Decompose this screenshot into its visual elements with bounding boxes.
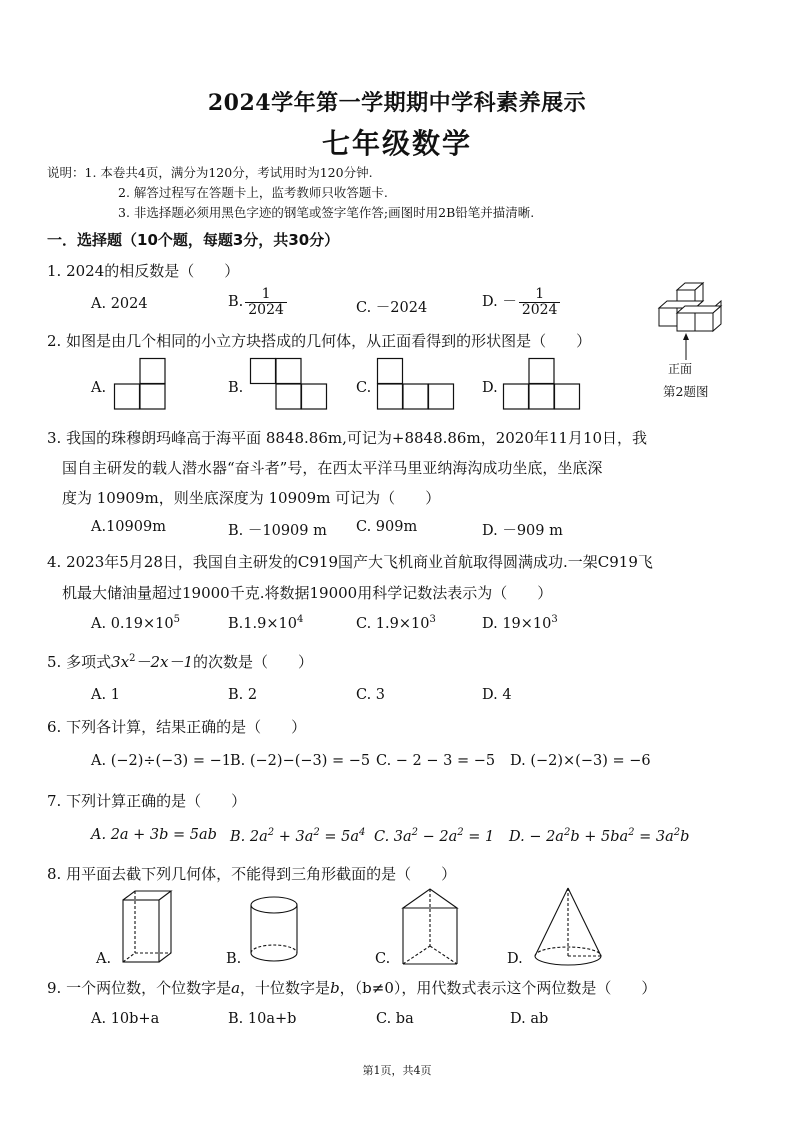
q3-option-a: A.10909m (91, 519, 166, 535)
q6-stem: 6. 下列各计算，结果正确的是（ ） (47, 718, 307, 736)
q1-option-c: C. －2024 (356, 300, 428, 316)
q8-option-a: A. (96, 951, 112, 967)
q2-option-d-figure (503, 358, 581, 410)
q7-option-b: B. $2a^2 + 3a^2 = 5a^4$ (230, 827, 366, 845)
q2-option-d: D. (482, 380, 498, 396)
q8-prism-figure (120, 888, 176, 968)
q5-option-b: B. 2 (228, 687, 258, 703)
q3-line-1: 3. 我国的珠穆朗玛峰高于海平面 8848.86m,可记为+8848.86m，2020年11月10日，我 (47, 429, 648, 447)
q2-option-c-figure (377, 358, 455, 410)
q7-stem: 7. 下列计算正确的是（ ） (47, 792, 247, 810)
note-3: 3. 非选择题必须用黑色字迹的钢笔或签字笔作答;画图时用2B铅笔并描清晰. (118, 205, 535, 220)
q3-line-3: 度为 10909m，则坐底深度为 10909m 可记为（ ） (62, 489, 441, 507)
q5-stem: 5. 多项式$3x^2-2x-1$的次数是（ ） (47, 653, 314, 671)
q8-triangular-prism-figure (400, 886, 460, 968)
q8-stem: 8. 用平面去截下列几何体，不能得到三角形截面的是（ ） (47, 865, 457, 883)
q4-option-d: D. $19\times 10^3$ (482, 614, 558, 632)
q2-option-b: B. (228, 380, 244, 396)
q7-option-c: C. $3a^2 - 2a^2 = 1$ (374, 827, 495, 845)
q1-option-b: B. $\frac{1}{2024}$ (228, 287, 289, 317)
q5-option-a: A. 1 (91, 687, 120, 703)
q8-option-d: D. (507, 951, 523, 967)
q9-option-a: A. 10b+a (91, 1011, 160, 1027)
exam-subject: 七年级数学 (321, 127, 472, 160)
q8-cone-figure (532, 886, 604, 970)
q2-stem: 2. 如图是由几个相同的小立方块搭成的几何体，从正面看得到的形状图是（ ） (47, 332, 592, 350)
q4-line-2: 机最大储油量超过19000千克.将数据19000用科学记数法表示为（ ） (62, 584, 553, 602)
exam-title: 2024学年第一学期期中学科素养展示 (207, 90, 587, 116)
q9-stem: 9. 一个两位数，个位数字是a，十位数字是b，（b≠0），用代数式表示这个两位数是（ ） (47, 979, 657, 997)
q6-option-c: C. − 2 − 3 = −5 (376, 753, 496, 769)
q2-option-c: C. (356, 380, 372, 396)
q1-option-d: D. － $\frac{1}{2024}$ (482, 287, 562, 317)
q8-cylinder-figure (248, 895, 300, 967)
q4-option-c: C. $1.9\times 10^3$ (356, 614, 436, 632)
note-2: 2. 解答过程写在答题卡上，监考教师只收答题卡. (118, 185, 388, 200)
q4-option-b: $B.1.9\times 10^4$ (228, 614, 304, 632)
q4-line-1: 4. 2023年5月28日，我国自主研发的C919国产大飞机商业首航取得圆满成功.一架C919飞 (47, 553, 653, 571)
q5-option-c: C. 3 (356, 687, 386, 703)
q8-option-c: C. (375, 951, 391, 967)
q3-line-2: 国自主研发的载人潜水器“奋斗者”号，在西太平洋马里亚纳海沟成功坐底，坐底深 (62, 459, 603, 477)
q3-option-c: C. 909m (356, 519, 418, 535)
q3-option-b: B. －10909 m (228, 523, 327, 539)
q7-option-a: A. 2a + 3b = 5ab (91, 827, 217, 843)
q6-option-a: A. (−2)÷(−3) = −1 (91, 753, 231, 769)
q2-cube-figure (655, 280, 730, 340)
q2-figure-caption: 第2题图 (663, 384, 709, 399)
q7-option-d: D. − $2a^2b + 5ba^2 = 3a^2b$ (509, 827, 690, 845)
q6-option-d: D. (−2)×(−3) = −6 (510, 753, 651, 769)
q4-option-a: A. $0.19\times 10^5$ (91, 614, 180, 632)
q2-option-b-figure (250, 358, 328, 410)
q2-option-a-figure (114, 358, 166, 410)
q3-option-d: D. －909 m (482, 523, 563, 539)
q2-front-label: 正面 (668, 362, 693, 376)
q9-option-d: D. ab (510, 1011, 549, 1027)
q6-option-b: B. (−2)−(−3) = −5 (230, 753, 371, 769)
q1-option-a: A. 2024 (91, 296, 148, 312)
section-heading: 一．选择题（10个题，每题3分，共30分） (47, 231, 340, 249)
q5-option-d: D. 4 (482, 687, 512, 703)
page-footer: 第1页，共4页 (362, 1064, 432, 1077)
note-1: 说明：1. 本卷共4页，满分为120分，考试用时为120分钟. (47, 165, 373, 180)
q2-option-a: A. (91, 380, 107, 396)
q9-option-b: B. 10a+b (228, 1011, 297, 1027)
q9-option-c: C. ba (376, 1011, 414, 1027)
q1-stem: 1. 2024的相反数是（ ） (47, 262, 240, 280)
q8-option-b: B. (226, 951, 242, 967)
